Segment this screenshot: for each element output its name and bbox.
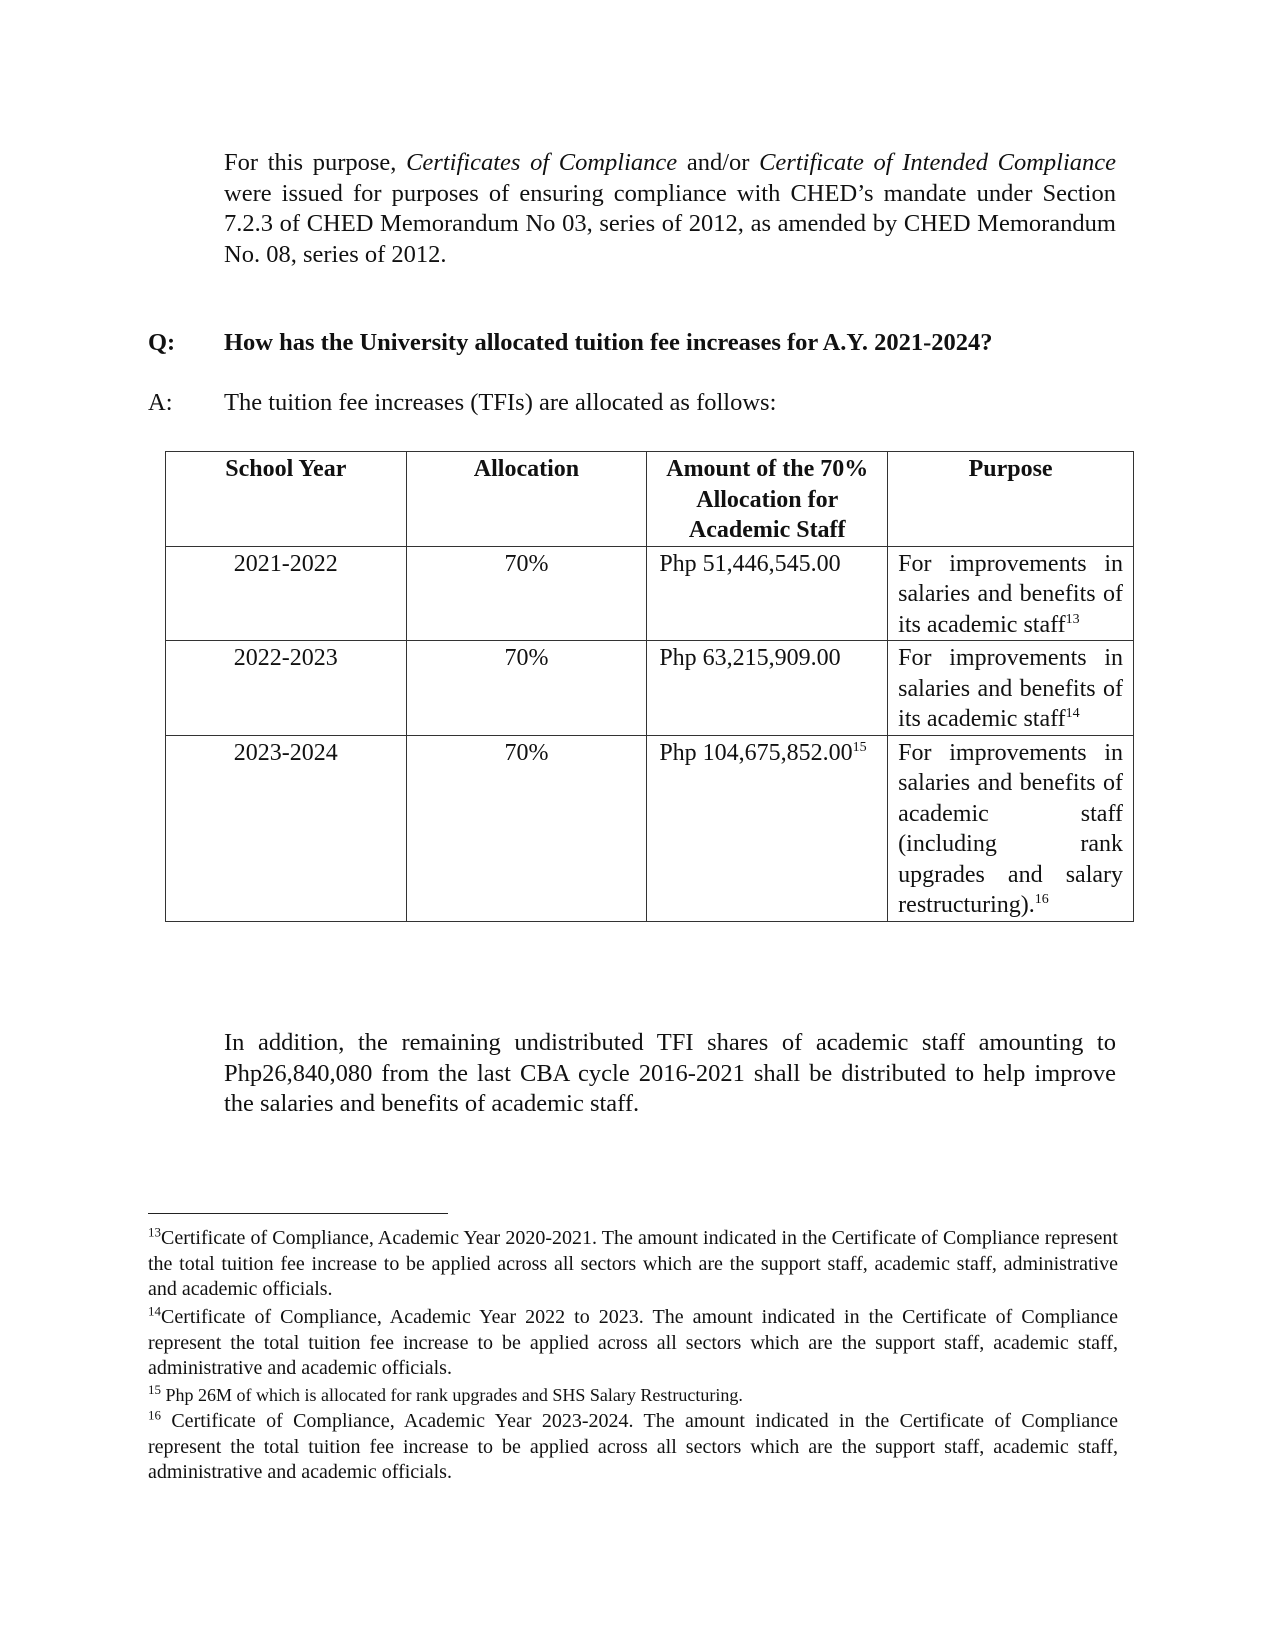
purpose-cell bbox=[888, 546, 1134, 641]
header-allocation: Allocation bbox=[406, 452, 647, 547]
footnote-ref: 14 bbox=[1065, 706, 1080, 721]
school-year-cell: 2021-2022 bbox=[166, 546, 407, 641]
header-school-year: School Year bbox=[166, 452, 407, 547]
answer-label: A: bbox=[148, 389, 173, 416]
footnote-16 bbox=[148, 1409, 1118, 1486]
footnote-number: 14 bbox=[148, 1303, 161, 1319]
school-year-cell: 2023-2024 bbox=[166, 735, 407, 921]
table-row bbox=[166, 641, 1134, 736]
footnote-text: Certificate of Compliance, Academic Year 2020-2021. The amount indicated in the Certificate of Compliance represent the total tuition fee increase to be applied across all sectors which are the support staff, academic staff, administrative and academic officials. bbox=[148, 1227, 1118, 1300]
footnote-divider bbox=[148, 1213, 448, 1214]
purpose-text: For improvements in salaries and benefits of its academic staff bbox=[898, 550, 1123, 638]
intro-italic-2: Certificate of Intended Compliance bbox=[759, 149, 1117, 176]
footnote-15 bbox=[148, 1384, 1118, 1406]
footnote-number: 15 bbox=[148, 1382, 161, 1397]
allocation-cell: 70% bbox=[406, 641, 647, 736]
footnote-13 bbox=[148, 1226, 1118, 1303]
amount-cell bbox=[647, 735, 888, 921]
footnote-number: 16 bbox=[148, 1407, 161, 1423]
footnote-text: Certificate of Compliance, Academic Year 2022 to 2023. The amount indicated in the Certificate of Compliance represent the total tuition fee increase to be applied across all sectors which are the support staff, academic staff, administrative and academic officials. bbox=[148, 1306, 1118, 1379]
allocation-table bbox=[165, 451, 1134, 922]
intro-text-2: and/or bbox=[677, 149, 760, 176]
amount-value: Php 104,675,852.00 bbox=[659, 739, 853, 766]
intro-text-1: For this purpose, bbox=[224, 149, 407, 176]
purpose-text: For improvements in salaries and benefits of academic staff (including rank upgrades and salary restructuring). bbox=[898, 739, 1123, 918]
footnote-ref: 16 bbox=[1034, 892, 1049, 907]
question-label: Q: bbox=[148, 329, 176, 356]
amount-cell bbox=[647, 641, 888, 736]
intro-paragraph bbox=[224, 148, 1116, 270]
question-text: How has the University allocated tuition fee increases for A.Y. 2021-2024? bbox=[224, 329, 993, 356]
amount-value: Php 51,446,545.00 bbox=[659, 550, 841, 577]
allocation-cell: 70% bbox=[406, 546, 647, 641]
intro-text-3: were issued for purposes of ensuring compliance with CHED’s mandate under Section 7.2.3 of CHED Memorandum No 03, series of 2012, as amended by CHED Memorandum No. 08, series of 2012. bbox=[224, 179, 1116, 268]
amount-cell bbox=[647, 546, 888, 641]
purpose-text: For improvements in salaries and benefits of its academic staff bbox=[898, 645, 1123, 732]
header-purpose: Purpose bbox=[888, 452, 1134, 547]
allocation-cell: 70% bbox=[406, 735, 647, 921]
purpose-cell bbox=[888, 735, 1134, 921]
school-year-cell: 2022-2023 bbox=[166, 641, 407, 736]
footnote-text: Php 26M of which is allocated for rank upgrades and SHS Salary Restructuring. bbox=[161, 1385, 743, 1405]
table-row bbox=[166, 735, 1134, 921]
footnote-ref: 13 bbox=[1065, 611, 1080, 627]
intro-italic-1: Certificates of Compliance bbox=[406, 149, 678, 176]
purpose-cell bbox=[888, 641, 1134, 736]
table-row bbox=[166, 546, 1134, 641]
header-amount: Amount of the 70% Allocation for Academic Staff bbox=[647, 452, 888, 547]
table-header-row bbox=[166, 452, 1134, 547]
footnote-text: Certificate of Compliance, Academic Year 2023-2024. The amount indicated in the Certificate of Compliance represent the total tuition fee increase to be applied across all sectors which are the support staff, academic staff, administrative and academic officials. bbox=[148, 1410, 1118, 1483]
answer-text: The tuition fee increases (TFIs) are allocated as follows: bbox=[224, 389, 777, 416]
footnote-14 bbox=[148, 1305, 1118, 1382]
footnote-ref: 15 bbox=[852, 739, 867, 755]
addition-paragraph: In addition, the remaining undistributed TFI shares of academic staff amounting to Php26,840,080 from the last CBA cycle 2016-2021 shall be distributed to help improve the salaries and benefits of academic staff. bbox=[224, 1029, 1116, 1117]
footnote-number: 13 bbox=[148, 1224, 161, 1240]
amount-value: Php 63,215,909.00 bbox=[659, 645, 841, 671]
